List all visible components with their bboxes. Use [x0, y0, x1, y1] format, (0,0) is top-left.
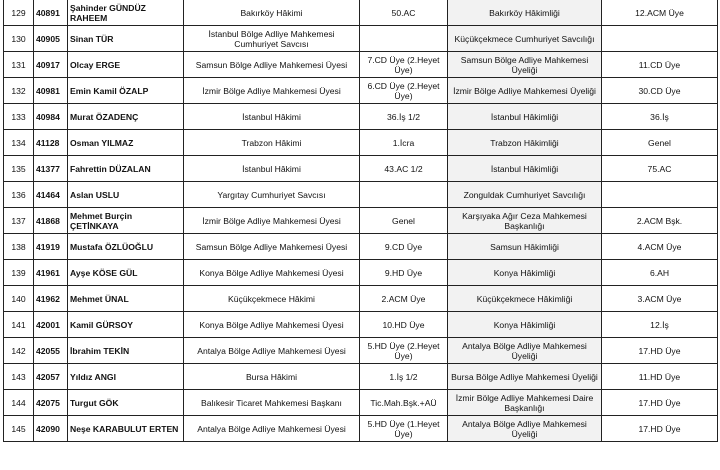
- person-name-cell: Mehmet Burçin ÇETİNKAYA: [68, 208, 184, 234]
- new-department-cell: 6.AH: [602, 260, 718, 286]
- previous-department-cell: 43.AC 1/2: [360, 156, 448, 182]
- new-department-cell: 3.ACM Üye: [602, 286, 718, 312]
- table-row: [4, 260, 718, 286]
- new-position-cell: Samsun Hâkimliği: [448, 234, 602, 260]
- person-name-cell: Mehmet ÜNAL: [68, 286, 184, 312]
- new-department-cell: 4.ACM Üye: [602, 234, 718, 260]
- previous-position-cell: Bursa Hâkimi: [184, 364, 360, 390]
- new-position-cell: Konya Hâkimliği: [448, 312, 602, 338]
- new-department-cell: 17.HD Üye: [602, 338, 718, 364]
- new-department-cell: 30.CD Üye: [602, 78, 718, 104]
- new-department-cell: 2.ACM Bşk.: [602, 208, 718, 234]
- row-number-cell: 137: [4, 208, 34, 234]
- registry-number-cell: 40984: [34, 104, 68, 130]
- previous-department-cell: 1.İcra: [360, 130, 448, 156]
- registry-number-cell: 42055: [34, 338, 68, 364]
- new-department-cell: 17.HD Üye: [602, 416, 718, 442]
- previous-position-cell: İstanbul Hâkimi: [184, 104, 360, 130]
- person-name-cell: Olcay ERGE: [68, 52, 184, 78]
- new-position-cell: Bursa Bölge Adliye Mahkemesi Üyeliği: [448, 364, 602, 390]
- table-row: [4, 364, 718, 390]
- row-number-cell: 138: [4, 234, 34, 260]
- row-number-cell: 144: [4, 390, 34, 416]
- new-department-cell: [602, 182, 718, 208]
- new-position-cell: İzmir Bölge Adliye Mahkemesi Daire Başkanlığı: [448, 390, 602, 416]
- new-position-cell: Antalya Bölge Adliye Mahkemesi Üyeliği: [448, 416, 602, 442]
- row-number-cell: 129: [4, 0, 34, 26]
- table-body: [4, 0, 718, 442]
- table-row: [4, 130, 718, 156]
- row-number-cell: 132: [4, 78, 34, 104]
- previous-position-cell: İstanbul Bölge Adliye Mahkemesi Cumhuriyet Savcısı: [184, 26, 360, 52]
- previous-position-cell: Yargıtay Cumhuriyet Savcısı: [184, 182, 360, 208]
- previous-position-cell: Samsun Bölge Adliye Mahkemesi Üyesi: [184, 52, 360, 78]
- previous-position-cell: Küçükçekmece Hâkimi: [184, 286, 360, 312]
- registry-number-cell: 41961: [34, 260, 68, 286]
- new-position-cell: Karşıyaka Ağır Ceza Mahkemesi Başkanlığı: [448, 208, 602, 234]
- table-row: [4, 286, 718, 312]
- registry-number-cell: 42001: [34, 312, 68, 338]
- previous-position-cell: Bakırköy Hâkimi: [184, 0, 360, 26]
- previous-position-cell: Samsun Bölge Adliye Mahkemesi Üyesi: [184, 234, 360, 260]
- person-name-cell: Aslan USLU: [68, 182, 184, 208]
- table-row: [4, 234, 718, 260]
- person-name-cell: Yıldız ANGI: [68, 364, 184, 390]
- previous-department-cell: 9.HD Üye: [360, 260, 448, 286]
- registry-number-cell: 42075: [34, 390, 68, 416]
- new-position-cell: İstanbul Hâkimliği: [448, 156, 602, 182]
- row-number-cell: 143: [4, 364, 34, 390]
- new-department-cell: 75.AC: [602, 156, 718, 182]
- registry-number-cell: 40905: [34, 26, 68, 52]
- person-name-cell: Fahrettin DÜZALAN: [68, 156, 184, 182]
- registry-number-cell: 40891: [34, 0, 68, 26]
- new-department-cell: [602, 26, 718, 52]
- previous-department-cell: 7.CD Üye (2.Heyet Üye): [360, 52, 448, 78]
- new-position-cell: İzmir Bölge Adliye Mahkemesi Üyeliği: [448, 78, 602, 104]
- row-number-cell: 141: [4, 312, 34, 338]
- previous-department-cell: [360, 182, 448, 208]
- previous-position-cell: Balıkesir Ticaret Mahkemesi Başkanı: [184, 390, 360, 416]
- table-row: [4, 78, 718, 104]
- table-row: [4, 338, 718, 364]
- person-name-cell: Sinan TÜR: [68, 26, 184, 52]
- registry-number-cell: 40981: [34, 78, 68, 104]
- previous-position-cell: İstanbul Hâkimi: [184, 156, 360, 182]
- previous-position-cell: Antalya Bölge Adliye Mahkemesi Üyesi: [184, 416, 360, 442]
- row-number-cell: 145: [4, 416, 34, 442]
- registry-number-cell: 42057: [34, 364, 68, 390]
- previous-department-cell: Genel: [360, 208, 448, 234]
- table-row: [4, 416, 718, 442]
- new-department-cell: Genel: [602, 130, 718, 156]
- new-position-cell: İstanbul Hâkimliği: [448, 104, 602, 130]
- previous-department-cell: 9.CD Üye: [360, 234, 448, 260]
- row-number-cell: 134: [4, 130, 34, 156]
- row-number-cell: 139: [4, 260, 34, 286]
- previous-department-cell: 36.İş 1/2: [360, 104, 448, 130]
- table-row: [4, 156, 718, 182]
- person-name-cell: Ayşe KÖSE GÜL: [68, 260, 184, 286]
- previous-position-cell: Trabzon Hâkimi: [184, 130, 360, 156]
- row-number-cell: 131: [4, 52, 34, 78]
- row-number-cell: 142: [4, 338, 34, 364]
- new-position-cell: Antalya Bölge Adliye Mahkemesi Üyeliği: [448, 338, 602, 364]
- person-name-cell: Şahinder GÜNDÜZ RAHEEM: [68, 0, 184, 26]
- table-row: [4, 208, 718, 234]
- new-position-cell: Küçükçekmece Cumhuriyet Savcılığı: [448, 26, 602, 52]
- previous-position-cell: İzmir Bölge Adliye Mahkemesi Üyesi: [184, 78, 360, 104]
- previous-department-cell: 1.İş 1/2: [360, 364, 448, 390]
- previous-position-cell: Antalya Bölge Adliye Mahkemesi Üyesi: [184, 338, 360, 364]
- new-position-cell: Trabzon Hâkimliği: [448, 130, 602, 156]
- table-row: [4, 0, 718, 26]
- previous-department-cell: 5.HD Üye (2.Heyet Üye): [360, 338, 448, 364]
- new-department-cell: 12.ACM Üye: [602, 0, 718, 26]
- person-name-cell: Kamil GÜRSOY: [68, 312, 184, 338]
- previous-department-cell: 5.HD Üye (1.Heyet Üye): [360, 416, 448, 442]
- previous-department-cell: 2.ACM Üye: [360, 286, 448, 312]
- table-row: [4, 26, 718, 52]
- previous-department-cell: [360, 26, 448, 52]
- previous-position-cell: Konya Bölge Adliye Mahkemesi Üyesi: [184, 312, 360, 338]
- row-number-cell: 140: [4, 286, 34, 312]
- person-name-cell: Osman YILMAZ: [68, 130, 184, 156]
- registry-number-cell: 41919: [34, 234, 68, 260]
- row-number-cell: 136: [4, 182, 34, 208]
- table-row: [4, 104, 718, 130]
- previous-department-cell: 6.CD Üye (2.Heyet Üye): [360, 78, 448, 104]
- previous-position-cell: İzmir Bölge Adliye Mahkemesi Üyesi: [184, 208, 360, 234]
- table-row: [4, 182, 718, 208]
- previous-department-cell: 10.HD Üye: [360, 312, 448, 338]
- new-department-cell: 36.İş: [602, 104, 718, 130]
- new-department-cell: 11.CD Üye: [602, 52, 718, 78]
- person-name-cell: Mustafa ÖZLÜOĞLU: [68, 234, 184, 260]
- registry-number-cell: 42090: [34, 416, 68, 442]
- table-row: [4, 390, 718, 416]
- row-number-cell: 130: [4, 26, 34, 52]
- new-position-cell: Zonguldak Cumhuriyet Savcılığı: [448, 182, 602, 208]
- registry-number-cell: 41962: [34, 286, 68, 312]
- person-name-cell: İbrahim TEKİN: [68, 338, 184, 364]
- new-department-cell: 17.HD Üye: [602, 390, 718, 416]
- person-name-cell: Murat ÖZADENÇ: [68, 104, 184, 130]
- previous-department-cell: Tic.Mah.Bşk.+AÜ: [360, 390, 448, 416]
- person-name-cell: Emin Kamil ÖZALP: [68, 78, 184, 104]
- new-department-cell: 12.İş: [602, 312, 718, 338]
- new-position-cell: Bakırköy Hâkimliği: [448, 0, 602, 26]
- appointments-table: [3, 0, 718, 442]
- registry-number-cell: 41128: [34, 130, 68, 156]
- new-position-cell: Samsun Bölge Adliye Mahkemesi Üyeliği: [448, 52, 602, 78]
- registry-number-cell: 41868: [34, 208, 68, 234]
- new-department-cell: 11.HD Üye: [602, 364, 718, 390]
- table-row: [4, 52, 718, 78]
- previous-department-cell: 50.AC: [360, 0, 448, 26]
- person-name-cell: Turgut GÖK: [68, 390, 184, 416]
- row-number-cell: 135: [4, 156, 34, 182]
- row-number-cell: 133: [4, 104, 34, 130]
- person-name-cell: Neşe KARABULUT ERTEN: [68, 416, 184, 442]
- registry-number-cell: 40917: [34, 52, 68, 78]
- registry-number-cell: 41377: [34, 156, 68, 182]
- registry-number-cell: 41464: [34, 182, 68, 208]
- previous-position-cell: Konya Bölge Adliye Mahkemesi Üyesi: [184, 260, 360, 286]
- new-position-cell: Konya Hâkimliği: [448, 260, 602, 286]
- table-row: [4, 312, 718, 338]
- new-position-cell: Küçükçekmece Hâkimliği: [448, 286, 602, 312]
